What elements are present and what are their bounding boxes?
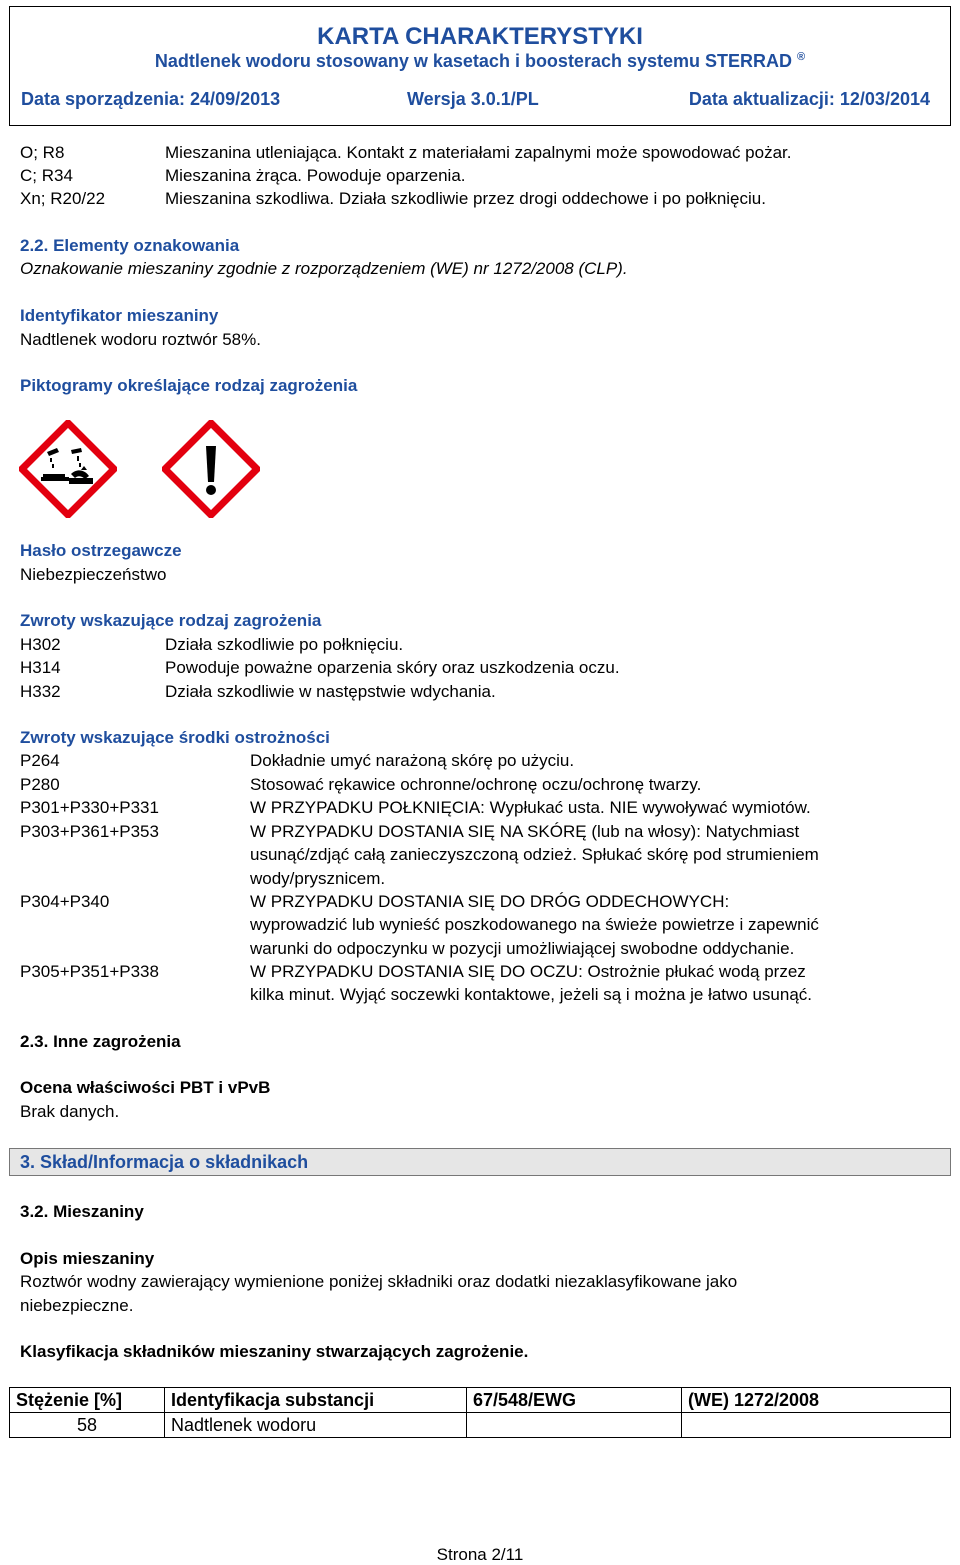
hazard-text: Powoduje poważne oparzenia skóry oraz uszkodzenia oczu. [165,658,620,677]
column-header: Identyfikacja substancji [165,1388,467,1413]
clp-regulation-note: Oznakowanie mieszaniny zgodnie z rozporządzeniem (WE) nr 1272/2008 (CLP). [20,259,628,278]
registered-mark: ® [797,51,806,63]
precaution-text: warunki do odpoczynku w pozycji umożliwiającej swobodne oddychanie. [250,939,795,958]
hazard-code: H332 [20,682,61,701]
precaution-code: P303+P361+P353 [20,822,159,841]
pbt-heading: Ocena właściwości PBT i vPvB [20,1078,271,1097]
precaution-text: usunąć/zdjąć całą zanieczyszczoną odzież. Spłukać skórę pod strumieniem [250,845,819,864]
precaution-text: wyprowadzić lub wynieść poszkodowanego na świeże powietrze i zapewnić [250,915,819,934]
precaution-text: W PRZYPADKU DOSTANIA SIĘ DO OCZU: Ostrożnie płukać wodą przez [250,962,806,981]
hazard-code: H314 [20,658,61,677]
document-title: KARTA CHARAKTERYSTYKI [317,23,643,50]
precaution-code: P304+P340 [20,892,110,911]
precaution-code: P264 [20,751,60,770]
substance-cell: Nadtlenek wodoru [165,1413,467,1438]
hazard-row [20,658,620,678]
precaution-text: kilka minut. Wyjąć soczewki kontaktowe, jeżeli są i można je łatwo usunąć. [250,985,813,1004]
corrosion-pictogram [19,420,117,518]
precaution-code: P280 [20,775,60,794]
column-header: (WE) 1272/2008 [682,1388,951,1413]
composition-table [9,1387,951,1438]
pbt-value: Brak danych. [20,1102,120,1121]
hazard-text: Działa szkodliwie po połknięciu. [165,635,404,654]
hazard-row [20,635,403,655]
hazard-statements-heading: Zwroty wskazujące rodzaj zagrożenia [20,611,322,630]
table-header-row [10,1388,951,1413]
precaution-text: wody/prysznicem. [250,869,386,888]
r-phrase-row [20,189,766,209]
product-name-text: Nadtlenek wodoru stosowany w kasetach i boosterach systemu STERRAD [154,51,793,71]
r-phrase-text: Mieszanina żrąca. Powoduje oparzenia. [165,166,466,185]
precaution-text: W PRZYPADKU POŁKNIĘCIA: Wypłukać usta. NIE wywoływać wymiotów. [250,798,811,817]
concentration-cell: 58 [10,1413,165,1438]
pictograms-heading: Piktogramy określające rodzaj zagrożenia [20,376,358,395]
r-phrase-row [20,166,466,186]
dsd-classification-cell [467,1413,682,1438]
mixture-description-line: Roztwór wodny zawierający wymienione poniżej składniki oraz dodatki niezaklasyfikowane jako [20,1272,738,1291]
r-phrase-code: O; R8 [20,143,65,162]
mixture-description-line: niebezpieczne. [20,1296,134,1315]
section-3-bar [9,1148,951,1176]
hazard-row [20,682,496,702]
r-phrase-text: Mieszanina utleniająca. Kontakt z materiałami zapalnymi może spowodować pożar. [165,143,792,162]
signal-word: Niebezpieczeństwo [20,565,167,584]
classification-heading: Klasyfikacja składników mieszaniny stwarzających zagrożenie. [20,1342,529,1361]
r-phrase-text: Mieszanina szkodliwa. Działa szkodliwie przez drogi oddechowe i po połknięciu. [165,189,766,208]
precautionary-heading: Zwroty wskazujące środki ostrożności [20,728,330,747]
r-phrase-code: C; R34 [20,166,73,185]
section-3-title: 3. Skład/Informacja o składnikach [20,1152,309,1172]
product-name [10,51,950,72]
page-number: Strona 2/11 [436,1545,524,1564]
identifier-heading: Identyfikator mieszaniny [20,306,219,325]
document-header [9,6,951,126]
precaution-text: Dokładnie umyć narażoną skórę po użyciu. [250,751,575,770]
exclamation-pictogram [162,420,260,518]
section-2-2-heading: 2.2. Elementy oznakowania [20,236,240,255]
section-2-3-heading: 2.3. Inne zagrożenia [20,1032,181,1051]
identifier-value: Nadtlenek wodoru roztwór 58%. [20,330,261,349]
precaution-text: W PRZYPADKU DOSTANIA SIĘ NA SKÓRĘ (lub na włosy): Natychmiast [250,822,800,841]
clp-classification-cell [682,1413,951,1438]
section-3-2-heading: 3.2. Mieszaniny [20,1202,144,1221]
signal-word-heading: Hasło ostrzegawcze [20,541,182,560]
mixture-description-heading: Opis mieszaniny [20,1249,155,1268]
precaution-code: P305+P351+P338 [20,962,159,981]
version: Wersja 3.0.1/PL [407,89,539,109]
precaution-text: Stosować rękawice ochronne/ochronę oczu/ochronę twarzy. [250,775,702,794]
hazard-text: Działa szkodliwie w następstwie wdychania. [165,682,496,701]
column-header: 67/548/EWG [467,1388,682,1413]
column-header: Stężenie [%] [10,1388,165,1413]
precaution-code: P301+P330+P331 [20,798,159,817]
date-updated: Data aktualizacji: 12/03/2014 [688,89,930,109]
r-phrase-code: Xn; R20/22 [20,189,106,208]
hazard-code: H302 [20,635,61,654]
r-phrase-row [20,143,791,163]
date-prepared: Data sporządzenia: 24/09/2013 [21,89,281,109]
table-row [10,1413,951,1438]
precaution-text: W PRZYPADKU DOSTANIA SIĘ DO DRÓG ODDECHOWYCH: [250,892,730,911]
